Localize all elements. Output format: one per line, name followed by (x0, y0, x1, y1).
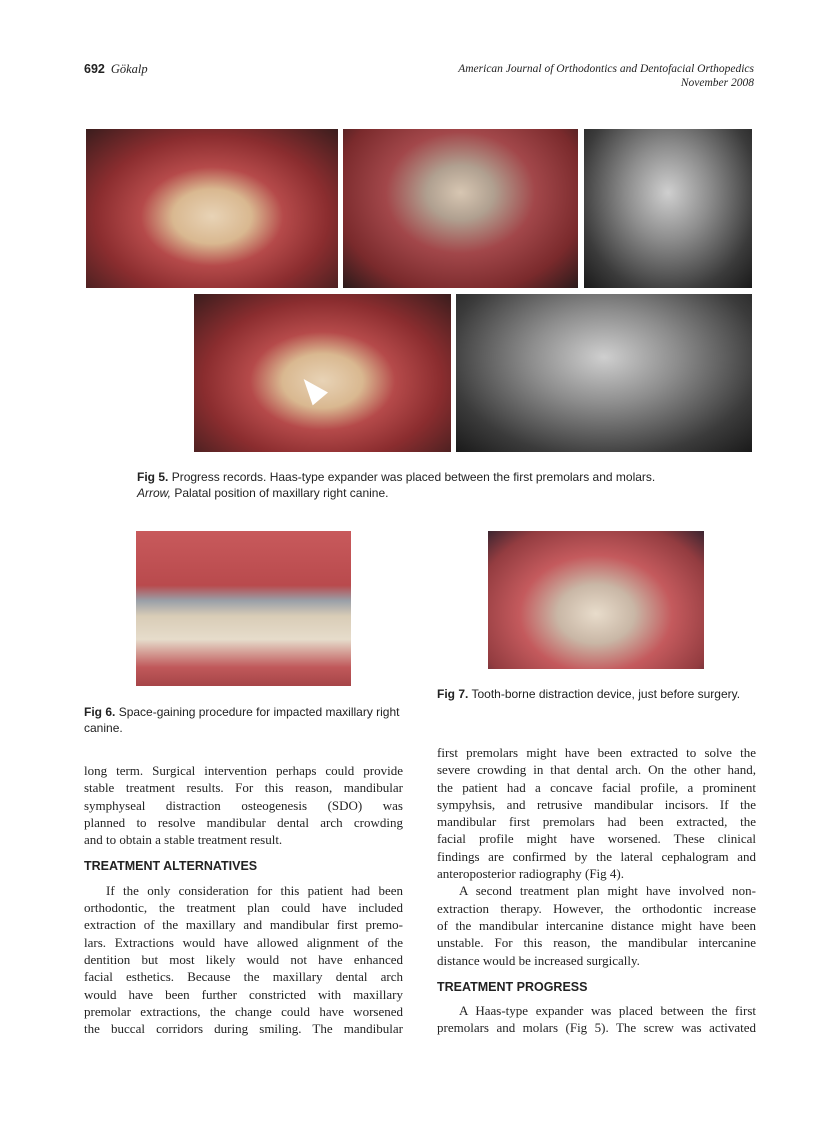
text-line: findings are confirmed by the lateral cephalogram and (437, 848, 756, 864)
text-line: unstable. For this reason, the mandibular intercanine (437, 935, 756, 951)
section-heading: TREATMENT ALTERNATIVES (84, 859, 258, 874)
text-line: extraction therapy. However, the orthodontic increase (437, 900, 756, 916)
text-line: of the mandibular intercanine distance might have been (437, 917, 756, 933)
fig5-maxillary-occlusal-photo (86, 129, 338, 288)
text-line: sympyhsis, and retrusive mandibular incisors. If the (437, 796, 756, 812)
paragraph (437, 744, 756, 882)
text-line: planned to resolve mandibular dental arch crowding (84, 814, 403, 830)
text-line: would have been further constricted with maxillary (84, 986, 403, 1002)
section-heading: TREATMENT PROGRESS (437, 979, 588, 994)
fig5-expander-radiograph (584, 129, 752, 288)
left-column (84, 762, 403, 1037)
text-line: anteroposterior radiography (Fig 4). (437, 866, 625, 882)
fig5-label: Fig 5. (137, 470, 169, 484)
text-line: the patient had a concave facial profile, a prominent (437, 779, 756, 795)
text-line: If the only consideration for this patient had been (106, 882, 403, 898)
text-line: first premolars might have been extracted to solve the (437, 745, 756, 760)
journal-title: American Journal of Orthodontics and Dentofacial Orthopedics (458, 63, 754, 75)
text-line: facial profile might have worsened. These clinical (437, 831, 756, 847)
text-line: distance would be increased surgically. (437, 952, 640, 968)
text-line: facial esthetics. Because the maxillary dental arch (84, 969, 403, 985)
text-line: orthodontic, the treatment plan could have included (84, 900, 403, 916)
right-column (437, 744, 756, 1037)
fig7-frontal-photo (488, 531, 704, 669)
author: Gökalp (110, 62, 148, 76)
running-header-right (458, 62, 754, 90)
text-line: extraction of the maxillary and mandibular first premo- (84, 917, 403, 933)
fig5-caption-italic: Arrow, (137, 486, 172, 500)
text-line: long term. Surgical intervention perhaps could provide (84, 763, 403, 778)
fig5-caption-text: Progress records. Haas-type expander was placed between the first premolars and molars. (171, 470, 656, 484)
fig6-caption (84, 704, 404, 736)
fig5-braces-occlusal-photo (194, 294, 451, 452)
text-line: symphyseal distraction osteogenesis (SDO) was (84, 797, 403, 813)
paragraph (437, 1002, 756, 1037)
page-number: 692 (84, 62, 105, 76)
paragraph (84, 882, 403, 1038)
text-line: stable treatment results. For this reason, mandibular (84, 780, 403, 796)
fig6-caption-text: Space-gaining procedure for impacted maxillary right canine. (84, 705, 400, 735)
text-line: A second treatment plan might have involved non- (459, 883, 756, 899)
text-line: severe crowding in that dental arch. On the other hand, (437, 762, 756, 778)
fig5-occlusal-radiograph (456, 294, 752, 452)
running-header-left (84, 62, 148, 77)
fig5-caption (137, 469, 757, 501)
arrow-icon (296, 373, 328, 406)
text-line: A Haas-type expander was placed between the first (459, 1003, 756, 1019)
fig6-label: Fig 6. (84, 705, 116, 719)
issue-date: November 2008 (680, 77, 754, 89)
text-line: and to obtain a stable treatment result. (84, 832, 283, 848)
text-line: lars. Extractions would have allowed alignment of the (84, 934, 403, 950)
fig7-caption (437, 686, 755, 702)
paragraph (84, 762, 403, 848)
text-line: dentition but most likely would not have enhanced (84, 951, 403, 967)
text-line: the buccal corridors during smiling. The mandibular (84, 1021, 403, 1037)
fig7-label: Fig 7. (437, 687, 469, 701)
text-line: premolars and molars (Fig 5). The screw was activated (437, 1020, 756, 1036)
fig7-caption-text: Tooth-borne distraction device, just before surgery. (471, 687, 741, 701)
fig5-caption-rest: Palatal position of maxillary right canine. (174, 486, 389, 500)
fig6-lateral-photo (136, 531, 351, 686)
text-line: premolar extractions, the change could have worsened (84, 1003, 403, 1019)
text-line: mandibular first premolars had been extracted, the (437, 814, 756, 830)
fig5-expander-occlusal-photo (343, 129, 578, 288)
paragraph (437, 882, 756, 968)
